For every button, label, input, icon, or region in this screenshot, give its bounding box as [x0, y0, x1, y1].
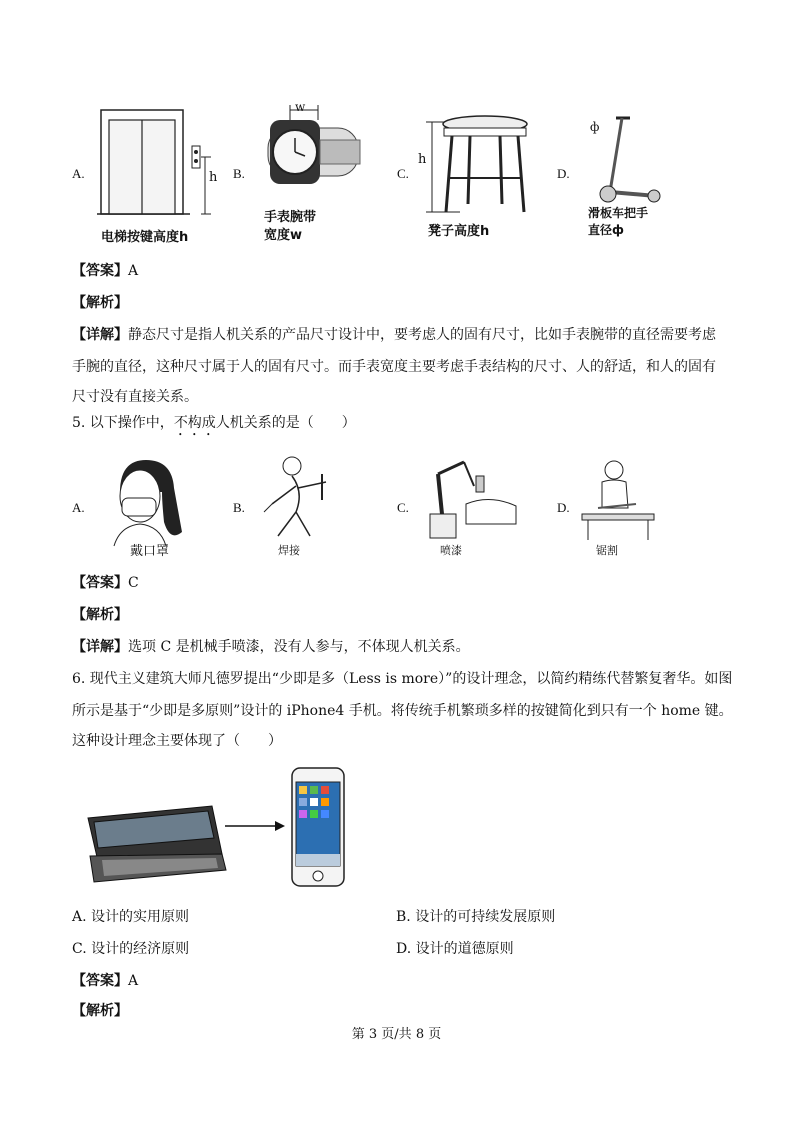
stool-caption: 凳子高度h [428, 224, 490, 239]
q5-detail-line1 [72, 638, 470, 656]
option-letter: B. [396, 909, 411, 925]
q5-answer-line [72, 574, 139, 592]
detail-label: 【详解】 [72, 639, 128, 655]
q4-analysis-label: 【解析】 [72, 295, 128, 311]
option-text: 设计的可持续发展原则 [415, 909, 556, 925]
option-a-letter: A. [72, 166, 85, 181]
slider-phone-image [88, 806, 226, 882]
q6-analysis-label: 【解析】 [72, 1003, 128, 1019]
q5-option-c-caption: 喷漆 [440, 544, 462, 557]
watch-caption-line2: 宽度w [264, 228, 303, 243]
mask-wearer-illustration [100, 452, 185, 547]
option-d-letter: D. [557, 166, 570, 181]
scooter-dim-label: ф [590, 120, 600, 134]
detail-label: 【详解】 [72, 327, 128, 343]
q6-option-b [396, 908, 555, 926]
answer-value: C [128, 575, 139, 591]
answer-value: A [128, 263, 139, 279]
watch-caption-line1: 手表腕带 [264, 210, 317, 225]
scooter-caption-line2: 直径ф [588, 223, 624, 237]
q5-analysis-label: 【解析】 [72, 607, 128, 623]
elevator-caption: 电梯按键高度h [101, 230, 189, 245]
q6-stem-line1: 6. 现代主义建筑大师凡德罗提出“少即是多（Less is more）”的设计理念，以简约精练代替繁复奢华。如图 [72, 671, 733, 687]
q5-option-b-letter: B. [233, 500, 245, 515]
q4-answer-line [72, 262, 138, 280]
q5-option-a-caption: 戴口罩 [130, 544, 170, 559]
q6-option-d [396, 940, 514, 958]
q6-stem-line2: 所示是基于“少即是多原则”设计的 iPhone4 手机。将传统手机繁琐多样的按键简化到只有一个 home 键。 [72, 703, 733, 719]
option-letter: D. [396, 941, 412, 957]
q5-option-d-letter: D. [557, 500, 570, 515]
answer-label: 【答案】 [72, 575, 128, 591]
q5-option-c-letter: C. [397, 500, 409, 515]
scooter-caption-line1: 滑板车把手 [588, 206, 649, 220]
q5-option-a-letter: A. [72, 500, 85, 515]
welder-illustration [256, 452, 346, 542]
q4-detail-line1 [72, 326, 716, 344]
q5-stem-prefix: 5. 以下操作中， [72, 415, 174, 431]
stool-dim-label: h [418, 152, 427, 167]
answer-label: 【答案】 [72, 973, 128, 989]
page-footer: 第 3 页/共 8 页 [351, 1027, 442, 1042]
option-text: 设计的实用原则 [91, 909, 190, 925]
arrow-head [275, 821, 285, 831]
detail-text: 静态尺寸是指人机关系的产品尺寸设计中，要考虑人的固有尺寸，比如手表腕带的直径需要考虑 [128, 327, 716, 343]
q5-stem-suffix: 人机关系的是（ ） [215, 415, 356, 431]
q6-answer-line [72, 972, 138, 990]
robot-arm-painting-illustration [420, 454, 520, 542]
elevator-dim-label: h [209, 170, 218, 185]
answer-label: 【答案】 [72, 263, 128, 279]
option-letter: A. [72, 909, 87, 925]
sawing-person-illustration [578, 456, 658, 542]
option-text: 设计的道德原则 [415, 941, 514, 957]
q6-stem-line3: 这种设计理念主要体现了（ ） [72, 733, 282, 749]
answer-value: A [128, 973, 139, 989]
iphone4-image [292, 768, 344, 886]
option-c-letter: C. [397, 166, 409, 181]
watch-illustration [260, 100, 365, 205]
q6-option-a [72, 908, 189, 926]
q5-stem [72, 414, 356, 439]
option-letter: C. [72, 941, 87, 957]
q6-option-c [72, 940, 189, 958]
option-text: 设计的经济原则 [91, 941, 190, 957]
phone-comparison-figure [80, 766, 350, 890]
watch-dim-label: w [295, 100, 306, 114]
option-b-letter: B. [233, 166, 245, 181]
q4-detail-line2: 手腕的直径，这种尺寸属于人的固有尺寸。而手表宽度主要考虑手表结构的尺寸、人的舒适，和人的固有 [72, 359, 716, 375]
q4-detail-line3: 尺寸没有直接关系。 [72, 389, 198, 405]
q5-option-b-caption: 焊接 [278, 544, 300, 557]
stool-illustration [420, 112, 530, 217]
q5-stem-emphasis: 不构成 [173, 415, 216, 431]
elevator-illustration [95, 108, 225, 218]
detail-text: 选项 C 是机械手喷漆，没有人参与，不体现人机关系。 [128, 639, 470, 655]
q5-option-d-caption: 锯割 [596, 544, 618, 557]
